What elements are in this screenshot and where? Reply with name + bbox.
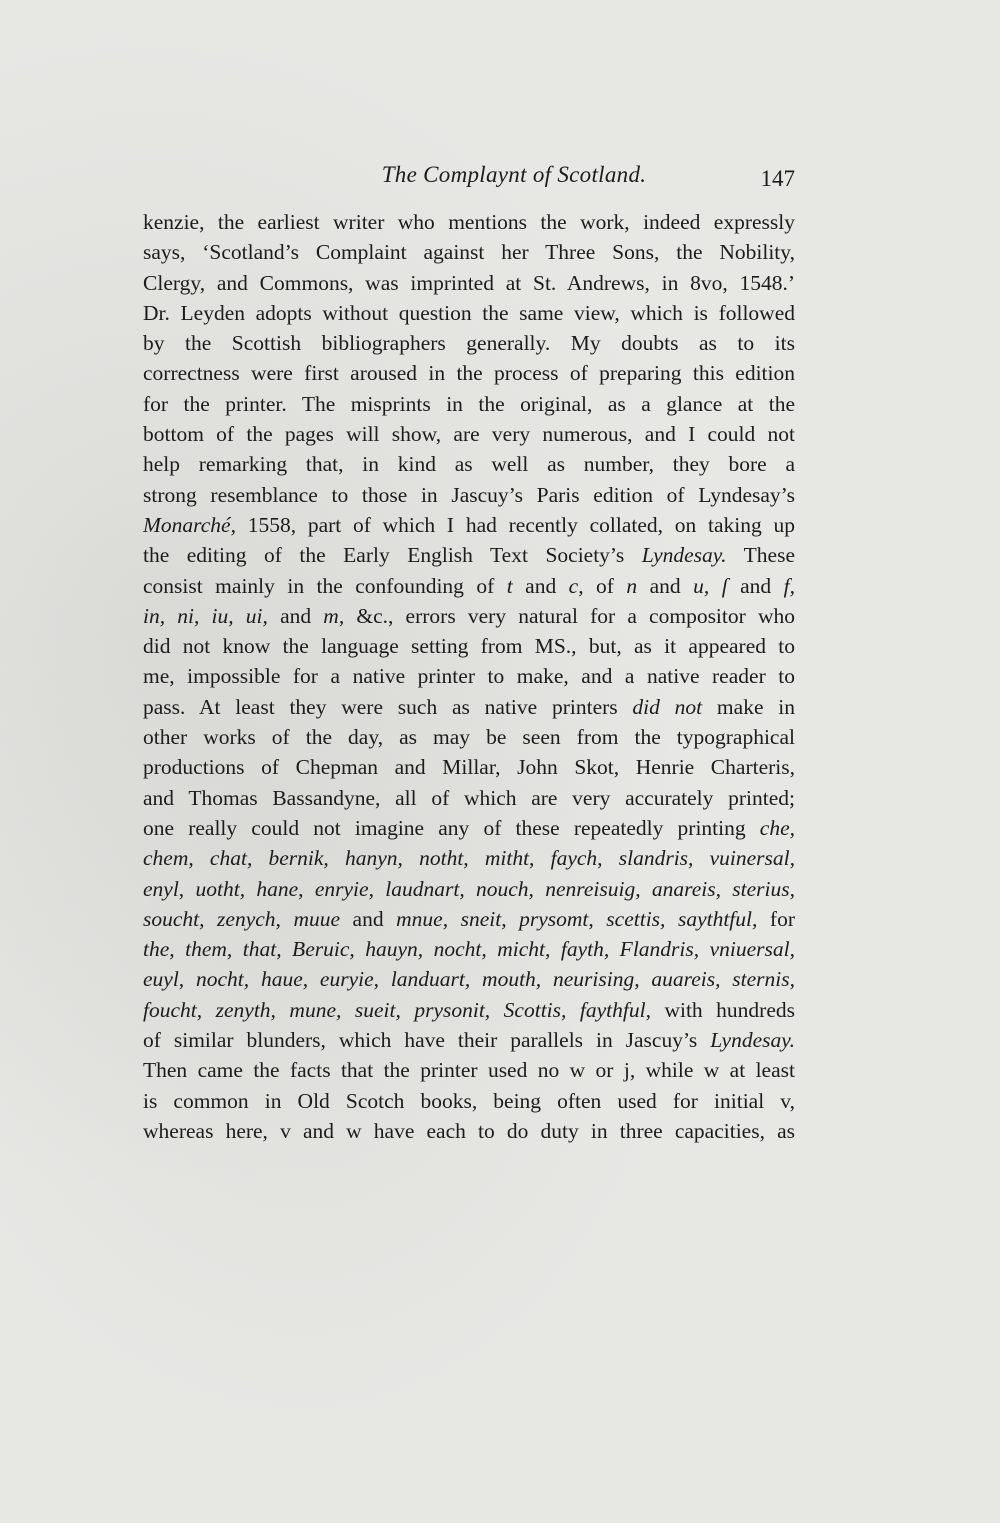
roman-text: strong resemblance to those in Jascuy’s Paris edition of Lyndesay’s [143, 482, 795, 507]
text-line [143, 328, 795, 358]
roman-text: for [757, 906, 795, 931]
italic-text: chem, chat, bernik, hanyn, notht, mitht, faych, slandris, vuinersal, [143, 846, 795, 871]
text-line [143, 964, 795, 994]
text-line [143, 480, 795, 510]
roman-text: Then came the facts that the printer used no w or j, while w at least [143, 1058, 795, 1083]
roman-text: other works of the day, as may be seen from the typographical [143, 725, 795, 750]
roman-text: is common in Old Scotch books, being often used for initial v, [143, 1088, 795, 1113]
body-text [143, 207, 795, 1146]
italic-text: euyl, nocht, haue, euryie, landuart, mouth, neurising, auareis, sternis, [143, 967, 795, 992]
roman-text: for the printer. The misprints in the original, as a glance at the [143, 391, 795, 416]
text-line [143, 1116, 795, 1146]
text-line [143, 1086, 795, 1116]
roman-text: with hundreds [650, 997, 795, 1022]
text-line [143, 389, 795, 419]
text-line [143, 874, 795, 904]
roman-text: by the Scottish bibliographers generally. My doubts as to its [143, 331, 795, 356]
italic-text: the, them, that, Beruic, hauyn, nocht, micht, fayth, Flandris, vniuersal, [143, 937, 795, 962]
roman-text: did not know the language setting from MS., but, as it appeared to [143, 634, 795, 659]
roman-text: and [340, 906, 397, 931]
italic-text: mnue, sneit, prysomt, scettis, saythtful, [396, 906, 758, 931]
italic-text: in, ni, iu, ui, [143, 603, 268, 628]
text-line [143, 813, 795, 843]
roman-text: and [727, 573, 784, 598]
roman-text: &c., errors very natural for a compositor who [344, 603, 795, 628]
roman-text: Dr. Leyden adopts without question the same view, which is followed [143, 300, 795, 325]
text-line [143, 1025, 795, 1055]
roman-text: of similar blunders, which have their parallels in Jascuy’s [143, 1028, 711, 1053]
italic-text: c, [568, 573, 584, 598]
running-head-title: The Complaynt of Scotland. [381, 162, 647, 187]
roman-text: Clergy, and Commons, was imprinted at St. Andrews, in 8vo, 1548.’ [143, 270, 795, 295]
text-line [143, 601, 795, 631]
roman-text: bottom of the pages will show, are very numerous, and I could not [143, 422, 795, 447]
italic-text: Lyndesay. [641, 543, 727, 568]
text-line [143, 571, 795, 601]
roman-text: productions of Chepman and Millar, John Skot, Henrie Charteris, [143, 755, 795, 780]
italic-text: f, [783, 573, 795, 598]
italic-text: che, [759, 815, 795, 840]
text-line [143, 449, 795, 479]
text-line [143, 358, 795, 388]
italic-text: soucht, zenych, muue [143, 906, 341, 931]
text-line [143, 207, 795, 237]
italic-text: foucht, zenyth, mune, sueit, prysonit, Scottis, faythful, [143, 997, 651, 1022]
roman-text: me, impossible for a native printer to make, and a native reader to [143, 664, 795, 689]
roman-text: and Thomas Bassandyne, all of which are very accurately printed; [143, 785, 795, 810]
italic-text: enyl, uotht, hane, enryie, laudnart, nouch, nenreisuig, anareis, sterius, [143, 876, 795, 901]
roman-text: one really could not imagine any of these repeatedly printing [143, 815, 760, 840]
italic-text: Monarché, [143, 512, 236, 537]
text-line [143, 419, 795, 449]
text-line [143, 1055, 795, 1085]
italic-text: m, [323, 603, 345, 628]
roman-text: 1558, part of which I had recently collated, on taking up [235, 512, 795, 537]
italic-text: t [506, 573, 513, 598]
text-line [143, 631, 795, 661]
text-line [143, 722, 795, 752]
roman-text: whereas here, v and w have each to do duty in three capacities, as [143, 1118, 795, 1143]
italic-text: u, [693, 573, 710, 598]
roman-text: says, ‘Scotland’s Complaint against her Three Sons, the Nobility, [143, 240, 795, 265]
page-number: 147 [760, 166, 795, 191]
roman-text: These [726, 543, 795, 568]
text-line [143, 510, 795, 540]
text-line [143, 268, 795, 298]
roman-text: pass. At least they were such as native printers [143, 694, 633, 719]
roman-text: the editing of the Early English Text Society’s [143, 543, 642, 568]
italic-text: did not [632, 694, 703, 719]
text-line [143, 692, 795, 722]
text-line [143, 783, 795, 813]
text-line [143, 904, 795, 934]
roman-text [709, 574, 721, 598]
text-line [143, 540, 795, 570]
roman-text: and [267, 603, 324, 628]
roman-text: correctness were first aroused in the process of preparing this edition [143, 361, 795, 386]
text-line [143, 934, 795, 964]
roman-text: and [637, 573, 694, 598]
text-line [143, 237, 795, 267]
text-line [143, 298, 795, 328]
text-line [143, 843, 795, 873]
roman-text: help remarking that, in kind as well as number, they bore a [143, 452, 795, 477]
text-line [143, 752, 795, 782]
roman-text: kenzie, the earliest writer who mentions the work, indeed expressly [143, 210, 795, 234]
roman-text: of [583, 573, 627, 598]
italic-text: ſ [721, 573, 728, 598]
text-line [143, 995, 795, 1025]
roman-text: consist mainly in the confounding of [143, 573, 507, 598]
running-head [143, 162, 795, 198]
italic-text: Lyndesay. [710, 1028, 795, 1053]
roman-text: and [512, 573, 569, 598]
roman-text: make in [702, 694, 795, 719]
italic-text: n [626, 573, 638, 598]
text-line [143, 661, 795, 691]
